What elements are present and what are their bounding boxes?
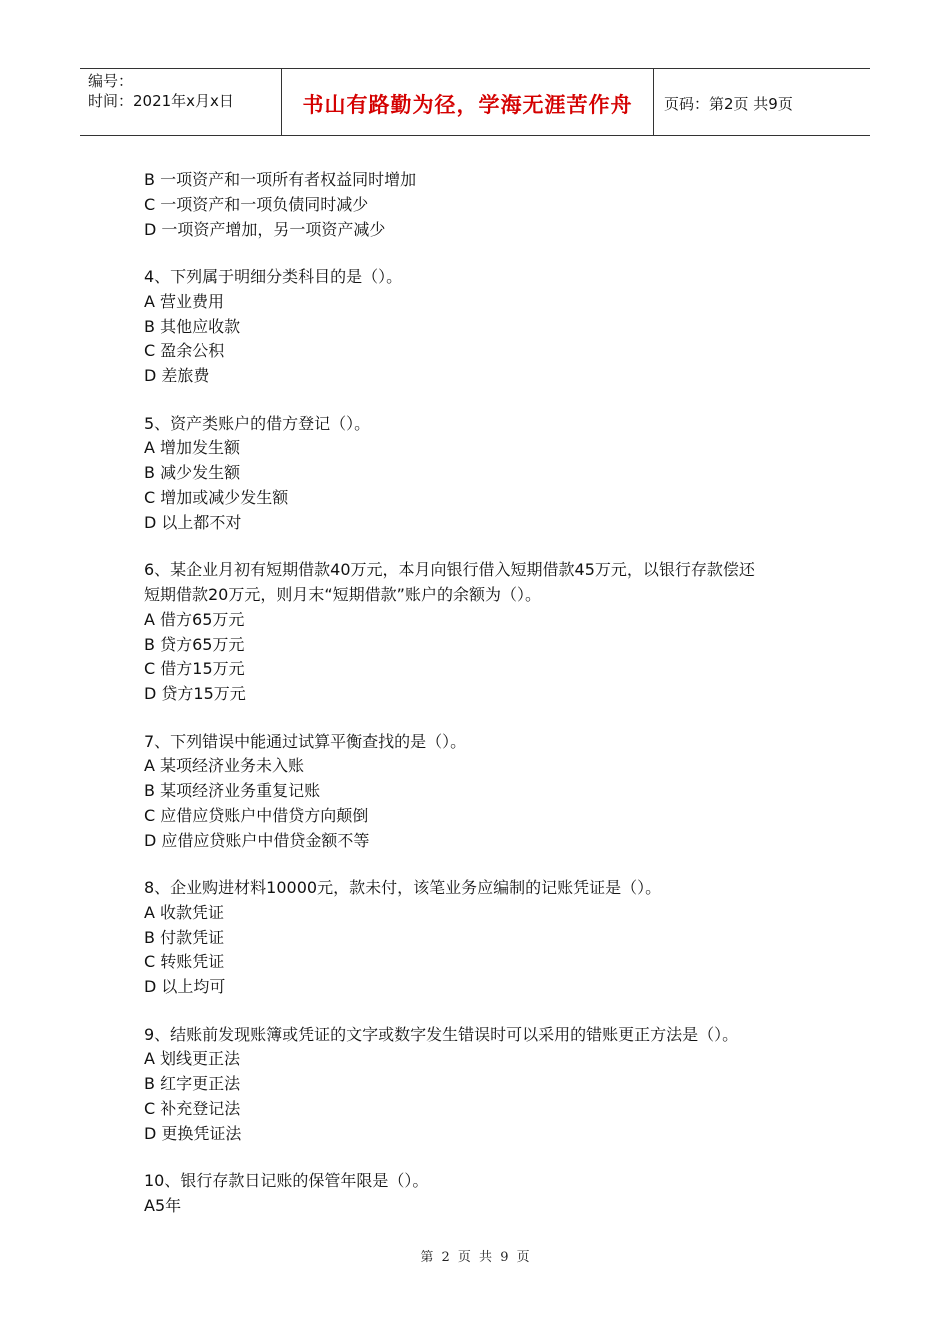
continued-question-options xyxy=(144,168,844,242)
header-motto-cell xyxy=(282,69,654,135)
page-footer: 第 2 页 共 9 页 xyxy=(420,1250,530,1265)
question-stem: 短期借款20万元，则月末“短期借款”账户的余额为（）。 xyxy=(144,584,541,604)
option-line: B 贷方65万元 xyxy=(144,634,245,654)
question-stem: 7、下列错误中能通过试算平衡查找的是（）。 xyxy=(144,731,467,751)
option-line: C 应借应贷账户中借贷方向颠倒 xyxy=(144,805,369,825)
option-line: D 以上均可 xyxy=(144,977,226,997)
question-stem: 9、结账前发现账簿或凭证的文字或数字发生错误时可以采用的错账更正方法是（）。 xyxy=(144,1024,739,1044)
header-page-cell xyxy=(654,69,870,135)
option-line: C 转账凭证 xyxy=(144,952,225,972)
question-stem: 8、企业购进材料10000元，款未付，该笔业务应编制的记账凭证是（）。 xyxy=(144,878,662,898)
option-line: D 以上都不对 xyxy=(144,512,242,532)
option-line: D 一项资产增加，另一项资产减少 xyxy=(144,219,386,239)
question-stem: 6、某企业月初有短期借款40万元，本月向银行借入短期借款45万元，以银行存款偿还 xyxy=(144,560,755,580)
question-6 xyxy=(144,558,844,707)
question-9 xyxy=(144,1023,844,1147)
option-line: A 划线更正法 xyxy=(144,1049,241,1069)
option-line: C 一项资产和一项负债同时减少 xyxy=(144,194,369,214)
option-line: D 更换凭证法 xyxy=(144,1123,242,1143)
option-line: B 某项经济业务重复记账 xyxy=(144,781,321,801)
question-7 xyxy=(144,730,844,854)
document-time-label: 时间：2021年x月x日 xyxy=(88,92,234,110)
option-line: A 增加发生额 xyxy=(144,438,241,458)
option-line: D 贷方15万元 xyxy=(144,684,246,704)
option-line: C 补充登记法 xyxy=(144,1099,241,1119)
option-line: A 借方65万元 xyxy=(144,609,245,629)
page-header xyxy=(80,68,870,136)
question-stem: 10、银行存款日记账的保管年限是（）。 xyxy=(144,1171,429,1191)
option-line: B 付款凭证 xyxy=(144,927,225,947)
question-8 xyxy=(144,876,844,1000)
option-line: D 应借应贷账户中借贷金额不等 xyxy=(144,830,370,850)
option-line: B 红字更正法 xyxy=(144,1074,241,1094)
option-line: C 增加或减少发生额 xyxy=(144,487,289,507)
option-line: A5年 xyxy=(144,1196,182,1216)
header-page-info: 页码：第2页 共9页 xyxy=(664,95,793,113)
question-4 xyxy=(144,265,844,389)
option-line: A 收款凭证 xyxy=(144,902,225,922)
option-line: B 减少发生额 xyxy=(144,463,241,483)
option-line: B 一项资产和一项所有者权益同时增加 xyxy=(144,170,417,189)
question-stem: 5、资产类账户的借方登记（）。 xyxy=(144,413,371,433)
option-line: D 差旅费 xyxy=(144,366,210,386)
option-line: A 某项经济业务未入账 xyxy=(144,756,305,776)
question-content xyxy=(144,168,844,1241)
header-motto: 书山有路勤为径，学海无涯苦作舟 xyxy=(302,93,633,117)
option-line: B 其他应收款 xyxy=(144,316,241,336)
question-stem: 4、下列属于明细分类科目的是（）。 xyxy=(144,266,403,286)
header-meta-cell xyxy=(80,69,282,135)
question-10 xyxy=(144,1169,844,1219)
option-line: C 借方15万元 xyxy=(144,659,245,679)
option-line: C 盈余公积 xyxy=(144,341,225,361)
question-5 xyxy=(144,412,844,536)
option-line: A 营业费用 xyxy=(144,291,225,311)
document-number-label: 编号： xyxy=(88,72,134,90)
